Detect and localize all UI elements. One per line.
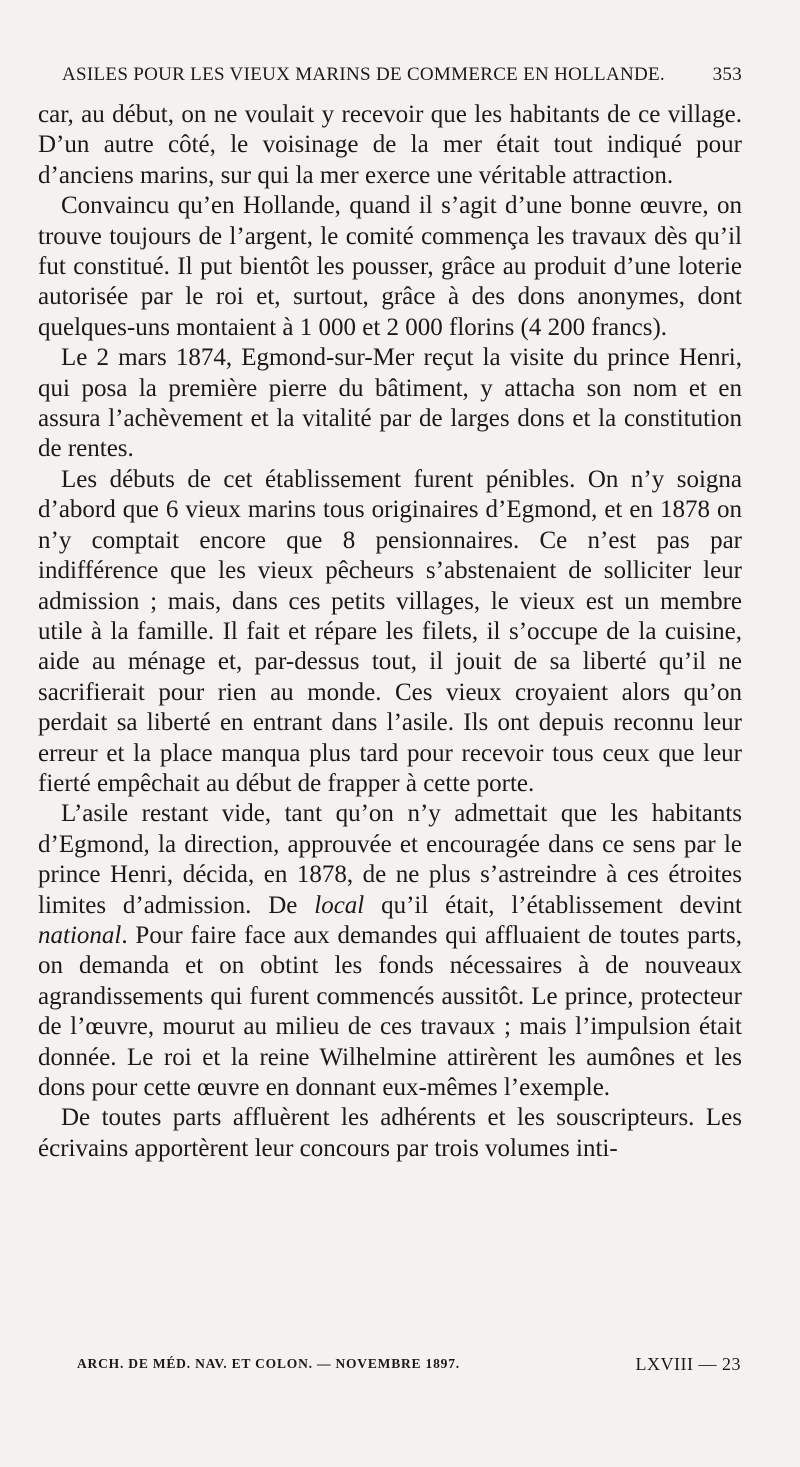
running-head-title: ASILES POUR LES VIEUX MARINS DE COMMERCE EN HOLLANDE. bbox=[62, 64, 665, 85]
paragraph-5-part-c: . Pour faire face aux demandes qui affluaient de toutes parts, on demanda et on obtint les fonds nécessaires à de nouveaux agrandissements qui furent commencés aussitôt. Le prince, protecteur de l’œuvre, mourut au milieu de ces travaux ; mais l’impulsion était donnée. Le roi et la reine Wilhelmine attirèrent les aumônes et les dons pour cette œuvre en donnant eux-mêmes l’exemple. bbox=[38, 921, 742, 1101]
footer-volume: LXVIII — 23 bbox=[635, 1354, 741, 1374]
page-footer bbox=[77, 1354, 741, 1378]
body-text bbox=[38, 100, 742, 1164]
paragraph-3: Le 2 mars 1874, Egmond-sur-Mer reçut la visite du prince Henri, qui posa la première pierre du bâtiment, y attacha son nom et en assura l’achèvement et la vitalité par de larges dons et la constitution de rentes. bbox=[38, 344, 742, 463]
paragraph-5-part-b: qu’il était, l’établissement devint bbox=[364, 891, 743, 919]
italic-word-national: national bbox=[38, 921, 122, 949]
paragraph-5 bbox=[38, 799, 742, 1103]
italic-word-local: local bbox=[314, 891, 365, 919]
paragraph-6: De toutes parts affluèrent les adhérents et les souscripteurs. Les écrivains apportèrent leur concours par trois volumes inti- bbox=[38, 1104, 742, 1162]
footer-journal: ARCH. DE MÉD. NAV. ET COLON. — NOVEMBRE 1897. bbox=[77, 1356, 460, 1371]
paragraph-5-part-a: L’asile restant vide, tant qu’on n’y admettait que les habitants d’Egmond, la direction, approuvée et encouragée dans ce sens par le prince Henri, décida, en 1878, de ne plus s’astreindre à ces étroites limites d’admission. De bbox=[38, 800, 742, 919]
paragraph-2: Convaincu qu’en Hollande, quand il s’agit d’une bonne œuvre, on trouve toujours de l’argent, le comité commença les travaux dès qu’il fut constitué. Il put bientôt les pousser, grâce au produit d’une loterie autorisée par le roi et, surtout, grâce à des dons anonymes, dont quelques-uns montaient à 1 000 et 2 000 florins (4 200 francs). bbox=[38, 192, 742, 341]
page-number: 353 bbox=[712, 64, 742, 85]
paragraph-1: car, au début, on ne voulait y recevoir que les habitants de ce village. D’un autre côté, le voisinage de la mer était tout indiqué pour d’anciens marins, sur qui la mer exerce une véritable attraction. bbox=[38, 101, 742, 189]
paragraph-4: Les débuts de cet établissement furent pénibles. On n’y soigna d’abord que 6 vieux marins tous originaires d’Egmond, et en 1878 on n’y comptait encore que 8 pensionnaires. Ce n’est pas par indifférence que les vieux pêcheurs s’abstenaient de solliciter leur admission ; mais, dans ces petits villages, le vieux est un membre utile à la famille. Il fait et répare les filets, il s’occupe de la cuisine, aide au ménage et, par-dessus tout, il jouit de sa liberté qu’il ne sacrifierait pour rien au monde. Ces vieux croyaient alors qu’on perdait sa liberté en entrant dans l’asile. Ils ont depuis reconnu leur erreur et la place manqua plus tard pour recevoir tous ceux que leur fierté empêchait au début de frapper à cette porte. bbox=[38, 465, 742, 797]
running-head bbox=[62, 64, 742, 92]
